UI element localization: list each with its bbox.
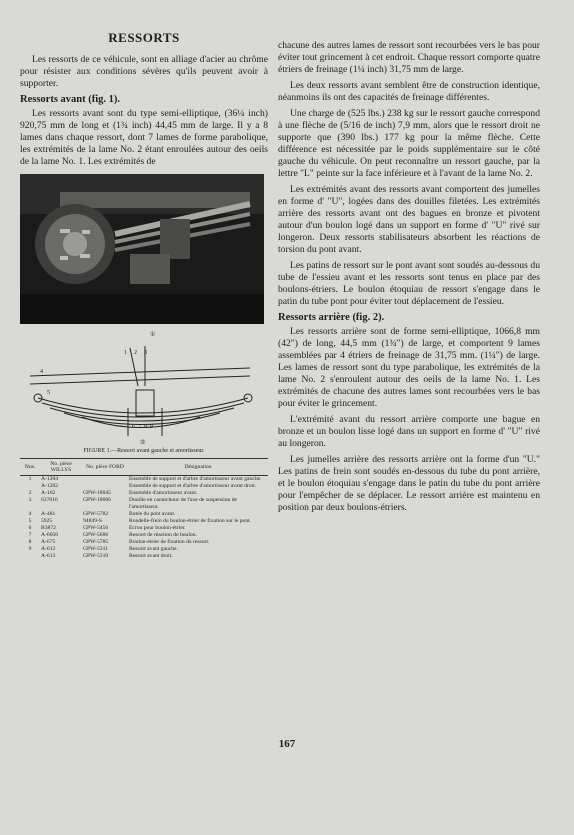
diagram-label-2: 1 — [124, 350, 127, 356]
diagram-label-8: 7 — [138, 424, 141, 430]
table-row: A-613 GPW-5310 Ressort avant droit. — [41, 553, 173, 559]
left-column — [20, 28, 268, 560]
table-row: A-1202 Ensemble de support et d'arbre d'amortisseur avant droit. — [41, 483, 257, 489]
right-paragraph-1: chacune des autres lames de ressort sont recourbées vers le bas pour éviter tout grincement à cet endroit. Chaque ressort comporte quatre étriers de freinage (1¼ inch) 31,75 mm de large. — [278, 40, 540, 75]
table-row: 6 B3872 GPW-5456 Ecrou pour boulon-étrier. — [28, 525, 186, 531]
intro-paragraph: Les ressorts de ce véhicule, sont en alliage d'acier au chrôme pour résister aux conditions sévères qu'ils peuvent avoir à supporter. — [20, 54, 268, 89]
table-row: 1 A-1204 Ensemble de support et d'arbre d'amortisseur avant gauche. — [28, 476, 262, 482]
table-row: 9 A-612 GPW-5311 Ressort avant gauche. — [28, 546, 178, 552]
diagram-label-6: 5 — [47, 390, 50, 396]
section-heading-avant: Ressorts avant (fig. 1). — [20, 94, 121, 105]
diagram-label-3: 2 — [134, 350, 137, 356]
spring-photo — [20, 174, 264, 324]
table-header-nos: Nos. — [20, 459, 40, 476]
right-column — [278, 40, 540, 518]
page-title: RESSORTS — [108, 30, 180, 45]
right-paragraph-3: Une charge de (525 lbs.) 238 kg sur le ressort gauche correspond à une flèche de (5/16 de inch) 7,9 mm, alors que le ressort droit ne supporte que (390 lbs.) 177 kg pour la même flèche. Cette différence est nécessitée par le poids supplémentaire sur le côté gauche du véhicule. On peut reconnaître un ressort gauche, par la lettre "L" peinte sur la face inférieure et à l'avant de la lame No. 2. — [278, 108, 540, 179]
right-paragraph-6: Les ressorts arrière sont de forme semi-elliptique, 1066,8 mm (42") de long, 44,5 mm (1¾") de large, et comportent 9 lames assemblées par 4 étriers de freinage de 31,75 mm. (1¼") de large. Les lames de ressort sont du type parabolique, les extrémités de la lame No. 2 s'enroulent autour des oeils de la lame No. 1. Les extrémités de chacune des autres lames sont recourbées vers le bas pour éviter le grincement. — [278, 326, 540, 409]
diagram-label-9: 8 — [144, 424, 147, 430]
right-paragraph-5: Les patins de ressort sur le pont avant sont soudés au-dessous du tube de l'essieu avant et les ressorts sont tenus en place par des boulons-étriers. Le boulon étoquiau de ressort s'engage dans le patin du tube pont pour éviter tout déplacement de l'essieu. — [278, 260, 540, 307]
table-row: 7 A-6056 GPW-5686 Ressort de réaction de boulon. — [28, 532, 197, 538]
diagram-label-5: 4 — [40, 369, 43, 375]
right-paragraph-2: Les deux ressorts avant semblent être de construction identique, néanmoins ils ont des capacités de freinage différentes. — [278, 80, 540, 103]
diagram-label-10: 9 — [150, 424, 153, 430]
figure-caption: FIGURE 1.—Ressort avant gauche et amortisseur. — [83, 448, 205, 454]
right-paragraph-7: L'extrémité avant du ressort arrière comporte une bague en bronze et un boulon lisse logé dans un support en forme d' "U" rivé au longeron. — [278, 414, 540, 449]
diagram-label-11: ② — [140, 440, 146, 446]
page-number: 167 — [278, 738, 296, 750]
table-row: 4 A-481 GPW-5782 Butée du pont avant. — [28, 511, 176, 517]
parts-table — [20, 458, 268, 560]
avant-paragraph: Les ressorts avant sont du type semi-elliptique, (36¼ inch) 920,75 mm de long et (1¾ inch) 44,45 mm de large. Il y a 8 lames dans chaque ressort, dont 7 lames de forme parabolique, les extrémités de la lame No. 2 étant enroulées autour des oeils de la lame No. 1. Les extrémités de — [20, 108, 268, 167]
diagram-label-1: ① — [150, 332, 156, 338]
table-row: 3 637016 GPW-18066 Douille en caoutchouc de l'axe de suspension de l'amortisseur. — [28, 497, 238, 510]
spring-diagram — [20, 328, 264, 446]
diagram-label-7: 6 — [132, 424, 135, 430]
right-paragraph-4: Les extrémités avant des ressorts avant comportent des jumelles en forme d' "U", logées dans des douilles filetées. Les extrémités arrière des ressorts avant ont des bagues en bronze et pivotent autour d'un boulon logé dans un support en forme d' "U" rivé sur longeron. Deux ressorts stabilisateurs absorbent les réactions de torsion du pont avant. — [278, 184, 540, 255]
table-row: 8 A-675 GPW-5785 Boulon-étrier de fixation du ressort. — [28, 539, 210, 545]
table-header-willys: No. pièce WILLYS — [40, 459, 82, 476]
section-heading-arriere: Ressorts arrière (fig. 2). — [278, 312, 385, 323]
diagram-label-4: 3 — [144, 350, 147, 356]
table-row: 2 A-162 GPW-18045 Ensemble d'amortisseur avant. — [28, 490, 198, 496]
right-paragraph-8: Les jumelles arrière des ressorts arrière ont la forme d'un "U." Les patins de frein sont soudés en-dessous du tube du pont arrière, et le boulon étoquiau s'engage dans le patin du tube du pont arrière pour l'empêcher de se déplacer. Le ressort arrière est maintenu en position par deux boulons-étriers. — [278, 454, 540, 513]
table-row: 5 5925 94849-S Rondelle-frein du boulon-étrier de fixation sur le pont. — [28, 518, 252, 524]
table-header-ford: No. pièce FORD — [82, 459, 128, 476]
table-header-designation: Désignation — [128, 459, 268, 476]
